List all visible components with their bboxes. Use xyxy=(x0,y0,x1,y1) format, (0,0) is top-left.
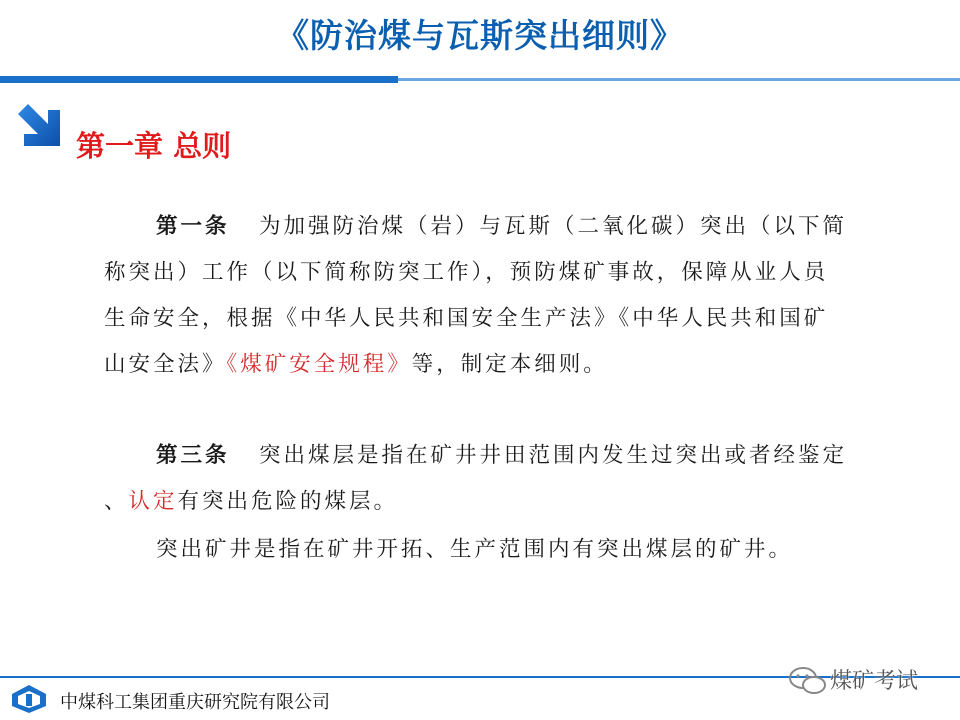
chapter-heading: 第一章 总则 xyxy=(76,129,232,163)
article-3-text-b: 有突出危险的煤层。 xyxy=(177,489,399,514)
article-3 xyxy=(104,433,874,525)
regulation-reference: 《煤矿安全规程》 xyxy=(226,352,412,377)
article-1-text-b: 等，制定本细则。 xyxy=(411,352,608,377)
article-3-extra xyxy=(104,527,874,573)
watermark-text: 煤矿考试 xyxy=(830,669,919,694)
wechat-icon xyxy=(788,666,828,696)
slide-title: 《防治煤与瓦斯突出细则》 xyxy=(276,16,684,55)
article-3-text: 突出煤层是指在矿井井田范围内发生过突出或者经鉴定 xyxy=(259,443,848,468)
article-1 xyxy=(104,204,874,388)
article-3-label: 第三条 xyxy=(156,443,230,468)
article-1-text: 为加强防治煤（岩）与瓦斯（二氧化碳）突出（以下简 xyxy=(259,214,848,239)
article-1-line-3: 生命安全，根据《中华人民共和国安全生产法》《中华人民共和国矿 xyxy=(104,306,829,331)
article-1-line-1 xyxy=(104,204,874,250)
article-1-line-4 xyxy=(104,342,874,388)
article-1-line-2: 称突出）工作（以下简称防突工作），预防煤矿事故，保障从业人员 xyxy=(104,260,829,285)
article-1-text-a: 山安全法》 xyxy=(104,352,227,377)
article-1-label: 第一条 xyxy=(156,214,230,239)
article-3-text-a: 、 xyxy=(104,489,129,514)
company-logo-icon xyxy=(10,684,48,714)
highlight-rending: 认定 xyxy=(128,489,178,514)
article-3-line-2 xyxy=(104,479,874,525)
company-name: 中煤科工集团重庆研究院有限公司 xyxy=(60,692,330,713)
title-underline-bar xyxy=(0,76,398,83)
title-underline-thin xyxy=(398,78,960,81)
article-3-line-3: 突出矿井是指在矿井开拓、生产范围内有突出煤层的矿井。 xyxy=(156,537,794,562)
article-3-line-1 xyxy=(104,433,874,479)
arrow-down-right-icon xyxy=(14,100,66,152)
